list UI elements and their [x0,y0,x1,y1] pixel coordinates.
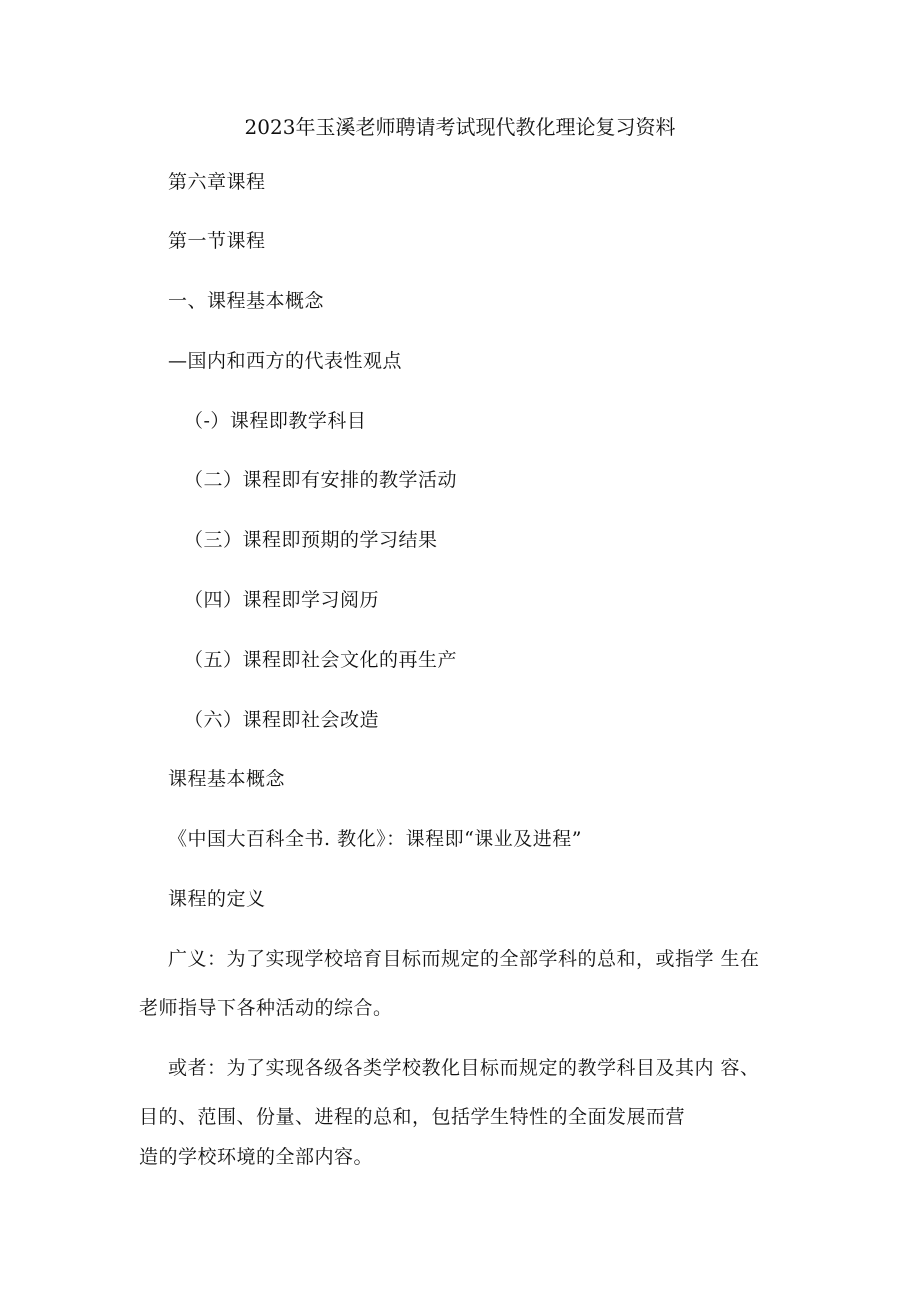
view-item: （三）课程即预期的学习结果 [184,529,438,551]
view-item: （二）课程即有安排的教学活动 [184,469,458,491]
definition-heading: 课程的定义 [168,888,266,910]
chapter-heading: 第六章课程 [168,171,266,193]
viewpoints-subheading: —国内和西方的代表性观点 [168,350,403,372]
concept-heading-1: 一、课程基本概念 [168,290,325,312]
document-title: 2023年玉溪老师聘请考试现代教化理论复习资料 [244,115,676,139]
encyclopedia-definition: 《中国大百科全书. 教化》：课程即“课业及进程” [168,828,583,850]
broad-definition-line: 广义：为了实现学校培育目标而规定的全部学科的总和，或指学 生在 [168,948,760,970]
view-item: （六）课程即社会改造 [184,709,380,731]
alternative-definition-line: 或者：为了实现各级各类学校教化目标而规定的教学科目及其内 容、 [168,1057,760,1079]
view-item: （五）课程即社会文化的再生产 [184,649,458,671]
section-heading: 第一节课程 [168,230,266,252]
alternative-definition-line: 目的、范围、份量、进程的总和，包括学生特性的全面发展而营 [139,1106,686,1128]
concept-heading-2: 课程基本概念 [168,768,286,790]
view-item: （-）课程即教学科目 [184,410,367,432]
view-item: （四）课程即学习阅历 [184,589,380,611]
alternative-definition-line: 造的学校环境的全部内容。 [139,1146,374,1168]
broad-definition-line: 老师指导下各种活动的综合。 [139,997,393,1019]
